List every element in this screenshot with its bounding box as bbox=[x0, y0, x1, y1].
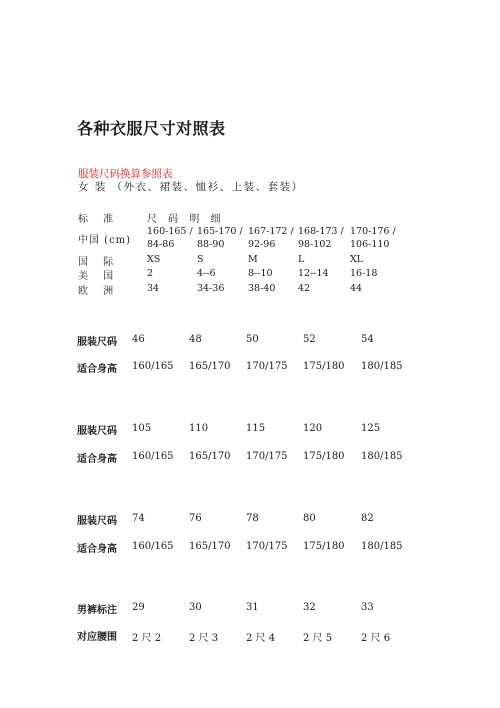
usa-cell: 4--6 bbox=[197, 268, 216, 279]
height-value: 175/180 bbox=[303, 451, 345, 462]
header-size-detail-label: 尺 码 明 细 bbox=[147, 214, 225, 225]
size-value: 76 bbox=[189, 513, 202, 524]
row-label-china: 中国 (cm) bbox=[78, 235, 132, 246]
height-value: 175/180 bbox=[303, 361, 345, 372]
size-label: 服装尺码 bbox=[77, 426, 117, 437]
waist-value: 2 尺 3 bbox=[189, 633, 219, 644]
height-value: 175/180 bbox=[303, 541, 345, 552]
europe-cell: 34 bbox=[147, 283, 160, 294]
height-label: 适合身高 bbox=[77, 454, 117, 465]
waist-label: 对应腰围 bbox=[77, 632, 117, 643]
size-value: 52 bbox=[303, 334, 316, 345]
row-label-europe: 欧 洲 bbox=[78, 286, 120, 297]
trouser-size-value: 33 bbox=[361, 602, 374, 613]
header-standard-label: 标 准 bbox=[78, 214, 120, 225]
intl-cell: S bbox=[197, 254, 204, 265]
intl-cell: XL bbox=[350, 254, 364, 265]
height-value: 165/170 bbox=[189, 451, 231, 462]
usa-cell: 2 bbox=[147, 268, 154, 279]
trouser-size-value: 30 bbox=[189, 602, 202, 613]
usa-cell: 12--14 bbox=[298, 268, 329, 279]
size-value: 48 bbox=[189, 334, 202, 345]
europe-cell: 44 bbox=[350, 283, 363, 294]
height-value: 170/175 bbox=[246, 541, 288, 552]
height-value: 160/165 bbox=[132, 541, 174, 552]
size-label: 服装尺码 bbox=[77, 337, 117, 348]
china-cell: 92-96 bbox=[248, 239, 276, 250]
size-value: 82 bbox=[361, 513, 374, 524]
intl-cell: M bbox=[248, 254, 258, 265]
height-value: 170/175 bbox=[246, 361, 288, 372]
waist-value: 2 尺 5 bbox=[303, 633, 333, 644]
height-label: 适合身高 bbox=[77, 544, 117, 555]
waist-value: 2 尺 6 bbox=[361, 633, 391, 644]
europe-cell: 42 bbox=[298, 283, 311, 294]
row-label-usa: 美 国 bbox=[78, 271, 120, 282]
size-value: 120 bbox=[303, 423, 323, 434]
height-label: 适合身高 bbox=[77, 364, 117, 375]
height-value: 170/175 bbox=[246, 451, 288, 462]
europe-cell: 34-36 bbox=[197, 283, 225, 294]
china-cell: 84-86 bbox=[147, 239, 175, 250]
usa-cell: 8--10 bbox=[248, 268, 273, 279]
intl-cell: L bbox=[298, 254, 305, 265]
size-value: 78 bbox=[246, 513, 259, 524]
size-value: 105 bbox=[132, 423, 152, 434]
size-value: 54 bbox=[361, 334, 374, 345]
trouser-size-value: 32 bbox=[303, 602, 316, 613]
height-value: 180/185 bbox=[361, 541, 403, 552]
size-label: 服装尺码 bbox=[77, 516, 117, 527]
usa-cell: 16-18 bbox=[350, 268, 378, 279]
height-value: 160/165 bbox=[132, 451, 174, 462]
china-cell: 170-176 / bbox=[350, 226, 396, 237]
mens-trousers-label: 男裤标注 bbox=[77, 605, 117, 616]
china-cell: 167-172 / bbox=[248, 226, 294, 237]
size-value: 80 bbox=[303, 513, 316, 524]
china-cell: 165-170 / bbox=[197, 226, 243, 237]
china-cell: 98-102 bbox=[298, 239, 332, 250]
china-cell: 160-165 / bbox=[147, 226, 193, 237]
waist-value: 2 尺 4 bbox=[246, 633, 276, 644]
size-value: 50 bbox=[246, 334, 259, 345]
height-value: 180/185 bbox=[361, 451, 403, 462]
china-cell: 106-110 bbox=[350, 239, 390, 250]
china-cell: 88-90 bbox=[197, 239, 225, 250]
size-value: 74 bbox=[132, 513, 145, 524]
women-section-subheading: 女 装 （外衣、裙装、恤衫、上装、套装） bbox=[78, 181, 304, 193]
china-cell: 168-173 / bbox=[298, 226, 344, 237]
page-title: 各种衣服尺寸对照表 bbox=[77, 119, 226, 138]
height-value: 180/185 bbox=[361, 361, 403, 372]
height-value: 165/170 bbox=[189, 361, 231, 372]
trouser-size-value: 29 bbox=[132, 602, 145, 613]
europe-cell: 38-40 bbox=[248, 283, 276, 294]
trouser-size-value: 31 bbox=[246, 602, 259, 613]
size-value: 46 bbox=[132, 334, 145, 345]
size-value: 110 bbox=[189, 423, 209, 434]
size-value: 115 bbox=[246, 423, 266, 434]
size-value: 125 bbox=[361, 423, 381, 434]
waist-value: 2 尺 2 bbox=[132, 633, 162, 644]
height-value: 160/165 bbox=[132, 361, 174, 372]
row-label-international: 国 际 bbox=[78, 257, 120, 268]
women-section-heading: 服装尺码换算参照表 bbox=[78, 168, 173, 180]
height-value: 165/170 bbox=[189, 541, 231, 552]
intl-cell: XS bbox=[147, 254, 161, 265]
